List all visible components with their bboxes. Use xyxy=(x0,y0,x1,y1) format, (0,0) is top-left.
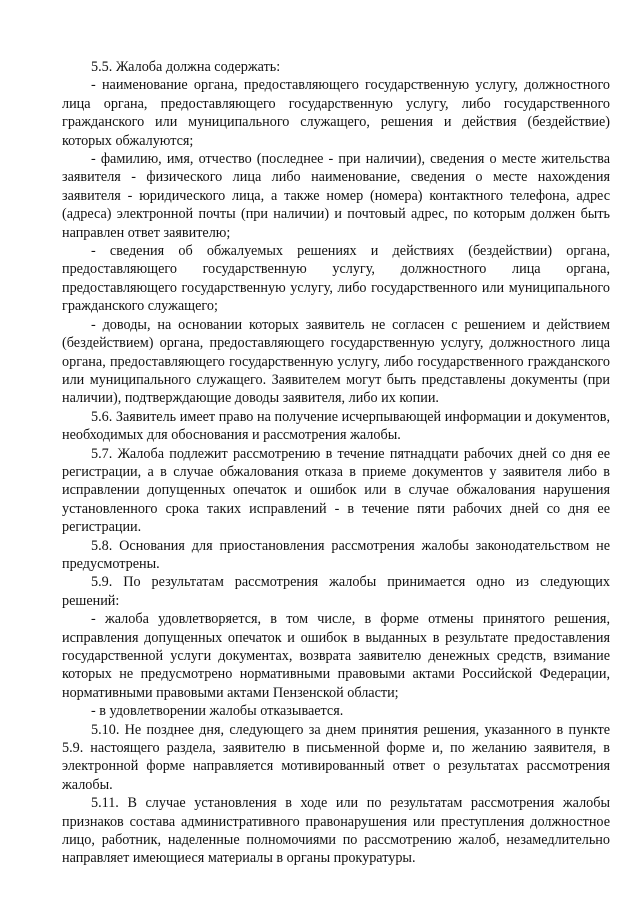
paragraph-5-5-heading: 5.5. Жалоба должна содержать: xyxy=(91,59,281,75)
paragraph-5-9-item-2: - в удовлетворении жалобы отказывается. xyxy=(91,703,344,720)
document-page xyxy=(62,58,610,868)
paragraph-5-5-item-2: - фамилию, имя, отчество (последнее - при наличии), сведения о месте жительства заявителя - физического лица либо наименование, сведения о месте нахождения заявителя - юридического лица, а также номер (номера) контактного телефона, адрес (адреса) электронной почты (при наличии) и почтовый адрес, по которым должен быть направлен ответ заявителю; xyxy=(62,151,610,241)
paragraph-5-10: 5.10. Не позднее дня, следующего за днем принятия решения, указанного в пункте 5.9. настоящего раздела, заявителю в письменной форме и, по желанию заявителя, в электронной форме направляется мотивированный ответ о результатах рассмотрения жалобы. xyxy=(62,721,610,793)
paragraph-5-5-item-4: - доводы, на основании которых заявитель не согласен с решением и действием (бездействием) органа, предоставляющего государственную услугу, должностного лица органа, предоставляющего государственную услугу, либо государственного гражданского или муниципального служащего. Заявителем могут быть представлены документы (при наличии), подтверждающие доводы заявителя, либо их копии. xyxy=(62,316,610,407)
paragraph-5-6: 5.6. Заявитель имеет право на получение исчерпывающей информации и документов, необходимых для обоснования и рассмотрения жалобы. xyxy=(62,408,610,444)
paragraph-5-7: 5.7. Жалоба подлежит рассмотрению в течение пятнадцати рабочих дней со дня ее регистрации, а в случае обжалования отказа в приеме документов у заявителя либо в исправлении допущенных опечаток и ошибок или в случае обжалования нарушения установленного срока таких исправлений - в течение пяти рабочих дней со дня ее регистрации. xyxy=(62,445,610,536)
paragraph-5-5-item-3: - сведения об обжалуемых решениях и действиях (бездействии) органа, предоставляющего государственную услугу, должностного лица органа, предоставляющего государственную услугу, либо государственного или муниципального гражданского служащего; xyxy=(62,243,610,315)
paragraph-5-9-item-1: - жалоба удовлетворяется, в том числе, в форме отмены принятого решения, исправления допущенных опечаток и ошибок в выданных в результате предоставления государственной услуги документах, возврата заявителю денежных средств, взимание которых не предусмотрено нормативными правовыми актами Российской Федерации, нормативными правовыми актами Пензенской области; xyxy=(62,611,610,701)
paragraph-5-5-item-1: - наименование органа, предоставляющего государственную услугу, должностного лица органа, предоставляющего государственную услугу, либо государственного гражданского или муниципального служащего, решения и действия (бездействие) которых обжалуются; xyxy=(62,77,610,149)
paragraph-5-9-heading: 5.9. По результатам рассмотрения жалобы принимается одно из следующих решений: xyxy=(62,574,610,609)
paragraph-5-11: 5.11. В случае установления в ходе или по результатам рассмотрения жалобы признаков состава административного правонарушения или преступления должностное лицо, работник, наделенные полномочиями по рассмотрению жалоб, незамедлительно направляет имеющиеся материалы в органы прокуратуры. xyxy=(62,795,610,867)
paragraph-5-8: 5.8. Основания для приостановления рассмотрения жалобы законодательством не предусмотрены. xyxy=(62,537,610,572)
